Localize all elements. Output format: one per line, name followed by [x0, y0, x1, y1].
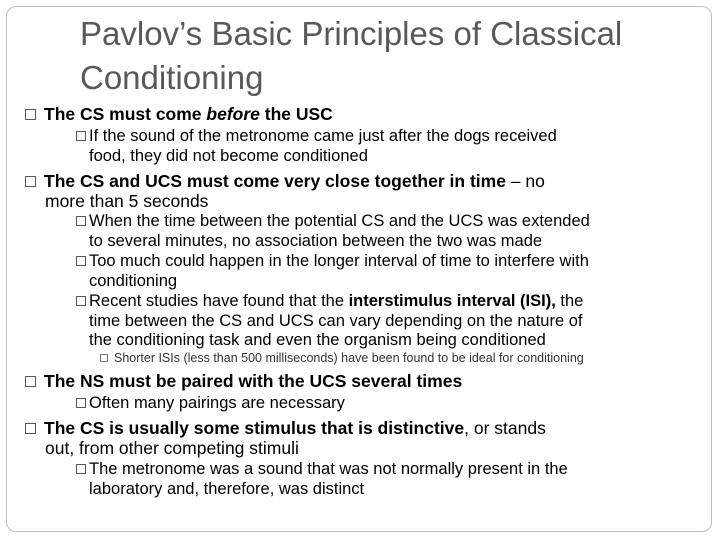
bullet-4: [25, 418, 546, 458]
bullet-4-rest: , or stands: [464, 418, 546, 438]
bullet-2-sub-3: [76, 292, 583, 351]
bullet-2-sub-1-line-1: When the time between the potential CS and the UCS was extended: [89, 212, 590, 230]
bullet-2-sub-2-line-1: Too much could happen in the longer interval of time to interfere with: [89, 252, 589, 270]
bullet-3-text: The NS must be paired with the UCS several times: [44, 371, 463, 391]
bullet-2-rest: – no: [505, 171, 545, 191]
bullet-2-subsub: [100, 351, 584, 366]
bullet-1-emphasis: before: [206, 104, 260, 124]
bullet-2-sub-3-bold: interstimulus interval (ISI),: [348, 292, 556, 310]
bullet-2-line-2: more than 5 seconds: [45, 191, 209, 211]
square-bullet-icon: [25, 376, 36, 387]
bullet-1-text-b: the USC: [259, 104, 333, 124]
bullet-4-line-2: out, from other competing stimuli: [45, 438, 299, 458]
bullet-1: [25, 104, 333, 125]
bullet-1-sub-line-2: food, they did not become conditioned: [89, 146, 368, 165]
bullet-1-sub: [76, 127, 557, 166]
square-bullet-icon: [76, 398, 86, 408]
bullet-2-sub-2: [76, 252, 589, 291]
bullet-2-sub-3-line-1a: Recent studies have found that the: [89, 292, 349, 310]
bullet-3-sub-text: Often many pairings are necessary: [89, 394, 345, 412]
square-bullet-icon: [76, 256, 86, 266]
bullet-4-sub-line-1: The metronome was a sound that was not normally present in the: [89, 460, 568, 478]
square-bullet-icon: [76, 296, 86, 306]
bullet-2-sub-1: [76, 212, 590, 251]
square-bullet-icon: [25, 423, 36, 434]
square-bullet-icon: [25, 176, 36, 187]
bullet-3: [25, 371, 462, 391]
bullet-4-sub: [76, 460, 568, 499]
bullet-2-sub-2-line-2: conditioning: [89, 271, 178, 290]
bullet-4-bold: The CS is usually some stimulus that is distinctive: [44, 418, 465, 438]
bullet-2-sub-1-line-2: to several minutes, no association between the two was made: [89, 231, 543, 250]
bullet-1-text-a: The CS must come: [44, 104, 207, 124]
bullet-1-sub-line-1: If the sound of the metronome came just after the dogs received: [89, 127, 557, 145]
square-bullet-icon: [100, 354, 108, 362]
bullet-2-sub-3-line-2: time between the CS and UCS can vary depending on the nature of: [89, 311, 583, 330]
square-bullet-icon: [76, 216, 86, 226]
bullet-2-subsub-text: Shorter ISIs (less than 500 milliseconds) have been found to be ideal for conditioning: [114, 351, 584, 365]
bullet-3-sub: [76, 394, 345, 414]
bullet-2-sub-3-line-1c: the: [555, 292, 584, 310]
bullet-2-bold: The CS and UCS must come very close together in time: [44, 171, 506, 191]
bullet-4-sub-line-2: laboratory and, therefore, was distinct: [89, 479, 365, 498]
square-bullet-icon: [76, 131, 86, 141]
bullet-2-sub-3-line-3: the conditioning task and even the organism being conditioned: [89, 331, 546, 349]
slide-title: Pavlov’s Basic Principles of Classical Conditioning: [80, 15, 623, 96]
bullet-2: [25, 171, 545, 211]
square-bullet-icon: [76, 464, 86, 474]
square-bullet-icon: [25, 109, 36, 120]
